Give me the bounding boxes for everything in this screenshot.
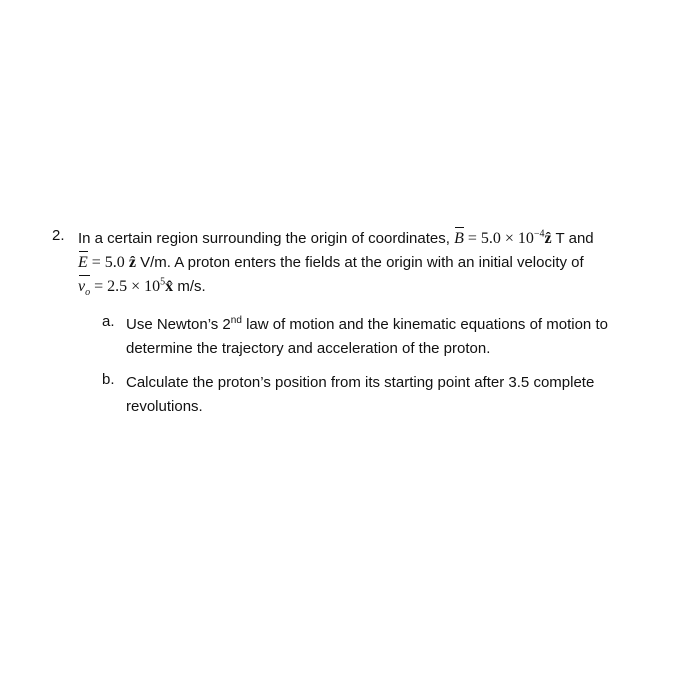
problem-2 [52,227,662,305]
e-unit-vector: ẑ [128,254,136,271]
sub-questions [52,313,642,429]
e-tail: V/m. A proton enters the fields at the origin with an initial velocity of [135,254,584,271]
b-exponent: −4 [533,228,545,240]
statement-line-1 [78,227,662,251]
intro-text: In a certain region surrounding the origin of coordinates, [78,230,455,247]
v-equation: = 2.5 × 10 [90,278,161,295]
e-field-expression [78,254,136,271]
b-vector-symbol: B [454,227,464,251]
sub-label-a: a. [102,313,115,330]
ordinal-superscript: nd [230,315,242,326]
statement-line-2 [78,251,662,275]
b-equation: = 5.0 × 10 [463,230,534,247]
v-vector-symbol: $v_o$ [78,275,90,305]
sub-question-a [52,313,642,361]
sub-question-b [52,371,642,419]
statement-line-3 [78,275,662,305]
v-tail: m/s. [173,278,206,295]
v-unit-vector: x̂ [165,278,174,295]
b-tail: T and [551,230,594,247]
b-unit-vector: ẑ [544,230,552,247]
velocity-expression [78,276,174,299]
problem-number: 2. [52,227,65,244]
sub-text-b: Calculate the proton’s position from its starting point after 3.5 complete revolutions. [126,374,595,415]
sub-label-b: b. [102,371,115,388]
v-subscript: o [85,287,91,299]
v-exponent: 5 [160,276,166,288]
sub-text-a: Use Newton’s 2nd law of motion and the kinematic equations of motion to determine the trajectory and acceleration of the proton. [126,315,608,357]
b-field-expression [454,230,552,247]
e-equation: = 5.0 [87,254,129,271]
e-vector-symbol: E [78,251,88,275]
problem-statement [78,227,662,305]
